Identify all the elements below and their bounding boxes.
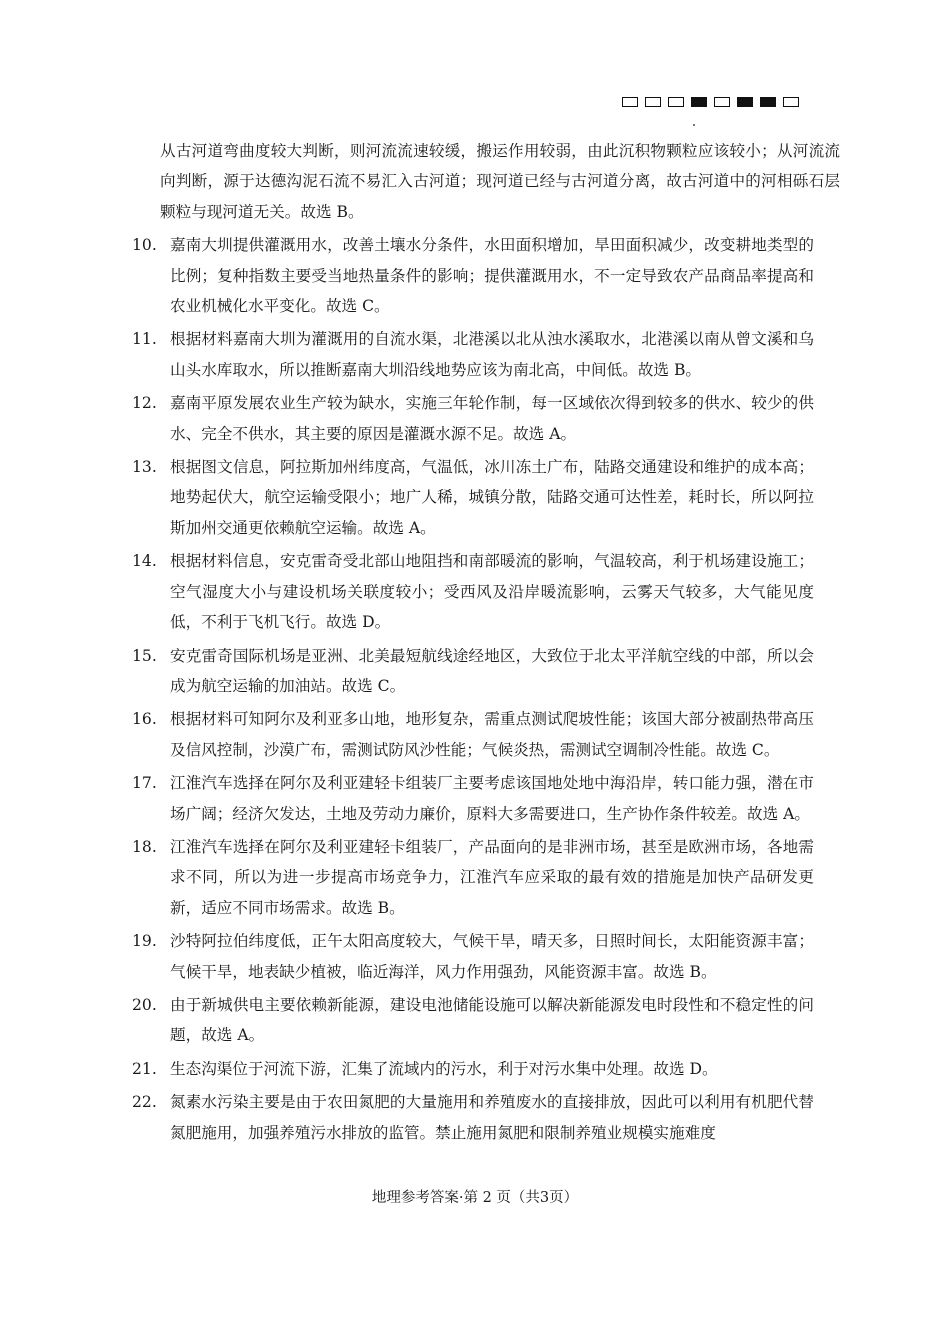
answer-text: 嘉南平原发展农业生产较为缺水，实施三年轮作制，每一区域依次得到较多的供水、较少的供水、完全不供水，其主要的原因是灌溉水源不足。故选 A。 <box>170 394 814 443</box>
answer-number: 16. <box>132 710 157 729</box>
answer-number: 18. <box>132 837 157 856</box>
header-mark <box>783 97 799 107</box>
answer-item <box>0 704 950 765</box>
header-mark <box>714 97 730 107</box>
answer-item <box>0 641 950 702</box>
answer-text: 沙特阿拉伯纬度低，正午太阳高度较大，气候干旱，晴天多，日照时间长，太阳能资源丰富；气候干旱，地表缺少植被，临近海洋，风力作用强劲，风能资源丰富。故选 B。 <box>170 932 814 981</box>
header-mark <box>622 97 638 107</box>
header-marks <box>622 97 799 107</box>
answer-item <box>0 832 950 923</box>
dot-mark <box>693 124 695 126</box>
answer-number: 22. <box>132 1093 157 1112</box>
header-mark <box>760 97 776 107</box>
page-footer: 地理参考答案·第 2 页（共3页） <box>371 1190 579 1206</box>
answer-text: 根据材料嘉南大圳为灌溉用的自流水渠，北港溪以北从浊水溪取水，北港溪以南从曾文溪和乌山头水库取水，所以推断嘉南大圳沿线地势应该为南北高，中间低。故选 B。 <box>170 330 814 379</box>
answer-number: 20. <box>132 995 157 1014</box>
answer-text: 生态沟渠位于河流下游，汇集了流域内的污水，利于对污水集中处理。故选 D。 <box>170 1059 718 1078</box>
answer-item <box>0 1054 950 1084</box>
answer-number: 10. <box>132 236 157 255</box>
answer-number: 13. <box>132 458 157 477</box>
answer-item <box>0 452 950 543</box>
answer-text: 江淮汽车选择在阿尔及利亚建轻卡组装厂主要考虑该国地处地中海沿岸，转口能力强，潜在市场广阔；经济欠发达，土地及劳动力廉价，原料大多需要进口，生产协作条件较差。故选 A。 <box>170 774 814 823</box>
answer-number: 12. <box>132 394 157 413</box>
answer-text: 嘉南大圳提供灌溉用水，改善土壤水分条件，水田面积增加，旱田面积减少，改变耕地类型的比例；复种指数主要受当地热量条件的影响；提供灌溉用水，不一定导致农产品商品率提高和农业机械化水平变化。故选 C。 <box>170 236 814 316</box>
answer-number: 21. <box>132 1059 157 1078</box>
answer-number: 11. <box>132 330 157 349</box>
answer-number: 15. <box>132 646 157 665</box>
answer-item <box>0 768 950 829</box>
answer-list <box>0 230 950 1148</box>
answer-text: 根据图文信息，阿拉斯加州纬度高，气温低，冰川冻土广布，陆路交通建设和维护的成本高；地势起伏大，航空运输受限小；地广人稀，城镇分散，陆路交通可达性差，耗时长，所以阿拉斯加州交通更依赖航空运输。故选 A。 <box>170 458 814 537</box>
answer-item <box>0 926 950 987</box>
answer-number: 14. <box>132 552 157 571</box>
answer-item <box>0 388 950 449</box>
header-mark <box>737 97 753 107</box>
answer-item <box>0 546 950 637</box>
header-mark <box>645 97 661 107</box>
answer-text: 氮素水污染主要是由于农田氮肥的大量施用和养殖废水的直接排放，因此可以利用有机肥代替氮肥施用，加强养殖污水排放的监管。禁止施用氮肥和限制养殖业规模实施难度 <box>170 1093 814 1142</box>
answer-number: 19. <box>132 932 157 951</box>
header-mark <box>668 97 684 107</box>
answer-text: 由于新城供电主要依赖新能源，建设电池储能设施可以解决新能源发电时段性和不稳定性的问题，故选 A。 <box>170 995 814 1045</box>
answer-number: 17. <box>132 774 157 793</box>
answer-content <box>0 136 950 1148</box>
answer-text: 根据材料信息，安克雷奇受北部山地阻挡和南部暖流的影响，气温较高，利于机场建设施工；空气湿度大小与建设机场关联度较小；受西风及沿岸暖流影响，云雾天气较多，大气能见度低，不利于飞机飞行。故选 D。 <box>170 552 814 632</box>
answer-item <box>0 990 950 1051</box>
answer-text: 根据材料可知阿尔及利亚多山地，地形复杂，需重点测试爬坡性能；该国大部分被副热带高压及信风控制，沙漠广布，需测试防风沙性能；气候炎热，需测试空调制冷性能。故选 C。 <box>170 710 814 759</box>
answer-item <box>0 1087 950 1148</box>
header-mark <box>691 97 707 107</box>
answer-item <box>0 324 950 385</box>
answer-text: 江淮汽车选择在阿尔及利亚建轻卡组装厂，产品面向的是非洲市场，甚至是欧洲市场，各地需求不同，所以为进一步提高市场竞争力，江淮汽车应采取的最有效的措施是加快产品研发更新，适应不同市场需求。故选 B。 <box>170 837 814 917</box>
continued-paragraph: 从古河道弯曲度较大判断，则河流流速较缓，搬运作用较弱，由此沉积物颗粒应该较小；从河流流向判断，源于达德沟泥石流不易汇入古河道；现河道已经与古河道分离，故古河道中的河相砾石层颗粒与现河道无关。故选 B。 <box>160 142 840 221</box>
answer-item <box>0 230 950 321</box>
answer-text: 安克雷奇国际机场是亚洲、北美最短航线途经地区，大致位于北太平洋航空线的中部，所以会成为航空运输的加油站。故选 C。 <box>170 646 814 695</box>
